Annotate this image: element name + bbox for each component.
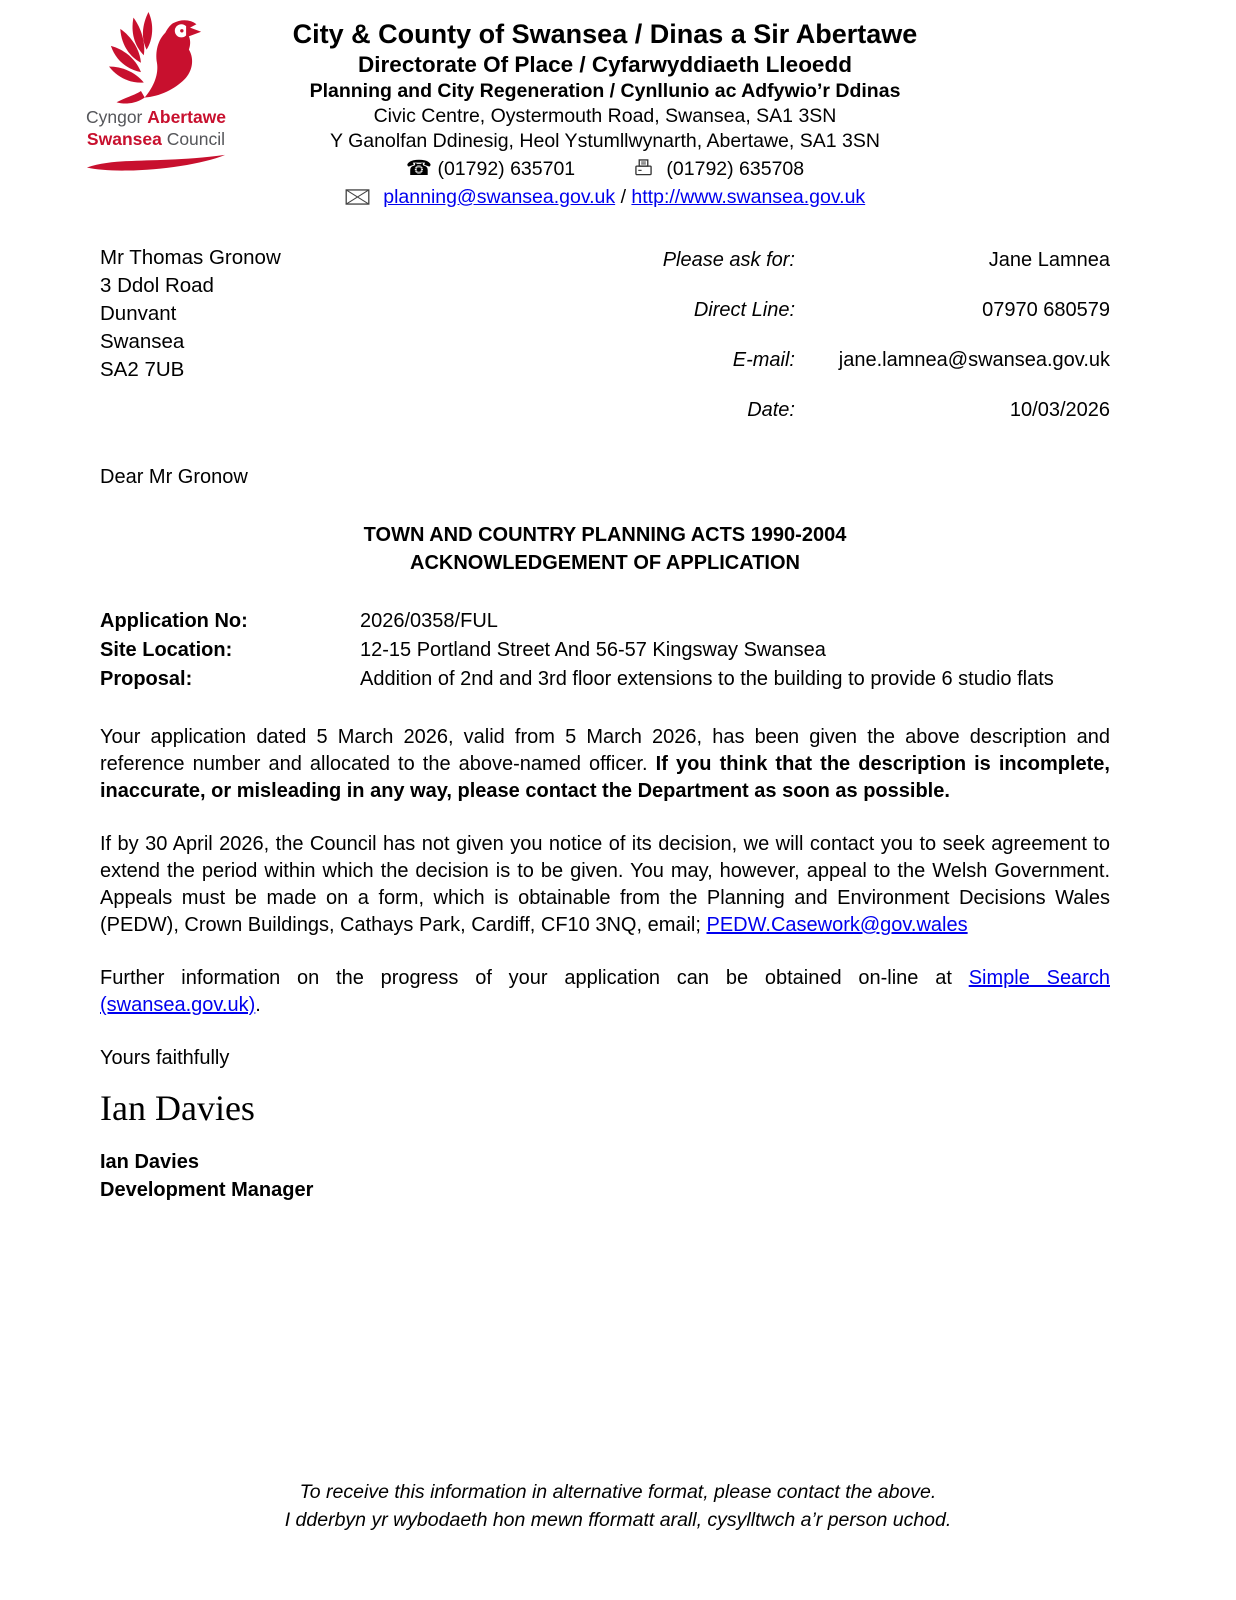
phone-icon: ☎ <box>405 157 433 180</box>
recipient-address <box>100 244 281 384</box>
contact-details-table <box>640 246 1110 424</box>
pedw-email-link[interactable]: PEDW.Casework@gov.wales <box>706 914 968 936</box>
paragraph-appeal <box>100 831 1110 939</box>
please-ask-for-value: Jane Lamnea <box>988 249 1110 271</box>
address-welsh: Y Ganolfan Ddinesig, Heol Ystumllwynarth, Abertawe, SA1 3SN <box>330 130 880 152</box>
application-no-value: 2026/0358/FUL <box>360 610 498 632</box>
planning-email-link[interactable]: planning@swansea.gov.uk <box>383 186 616 208</box>
date-value: 10/03/2026 <box>1009 399 1110 421</box>
application-no-row <box>100 607 1110 636</box>
fax-number: (01792) 635708 <box>666 158 805 180</box>
signatory-block <box>100 1148 1110 1204</box>
paragraph-acknowledgement <box>100 724 1110 805</box>
proposal-row <box>100 665 1110 694</box>
proposal-label: Proposal: <box>100 668 193 690</box>
paragraph-acknowledgement-bold: If you think that the description is incomplete, inaccurate, or misleading in any way, please contact the Department as soon as possible. <box>100 753 1110 802</box>
fax-icon <box>634 159 653 177</box>
recipient-city: Swansea <box>100 330 185 353</box>
site-location-row <box>100 636 1110 665</box>
letter-body <box>100 466 1110 1204</box>
logo-text-line1: Cyngor Abertawe <box>85 107 227 127</box>
email-label: E-mail: <box>732 349 795 371</box>
paragraph-further-info-text: Further information on the progress of your application can be obtained on-line at <box>100 967 952 989</box>
paragraph-acknowledgement-text: Your application dated 5 March 2026, valid from 5 March 2026, has been given the above description and reference number and allocated to the above-named officer. <box>100 726 1110 775</box>
document-title-line1: TOWN AND COUNTRY PLANNING ACTS 1990-2004 <box>363 524 847 546</box>
please-ask-for-label: Please ask for: <box>662 249 795 271</box>
recipient-locality: Dunvant <box>100 302 177 325</box>
link-separator: / <box>620 186 626 208</box>
logo-text-line2: Swansea Council <box>86 129 226 149</box>
site-location-value: 12-15 Portland Street And 56-57 Kingsway Swansea <box>360 639 826 661</box>
proposal-value: Addition of 2nd and 3rd floor extensions to the building to provide 6 studio flats <box>360 668 1054 690</box>
signature: Ian Davies <box>100 1088 255 1128</box>
document-title-line2: ACKNOWLEDGEMENT OF APPLICATION <box>410 552 800 574</box>
recipient-street: 3 Ddol Road <box>100 274 214 297</box>
letterhead <box>0 18 1210 211</box>
salutation: Dear Mr Gronow <box>100 466 248 488</box>
direct-line-label: Direct Line: <box>693 299 795 321</box>
council-website-link[interactable]: http://www.swansea.gov.uk <box>631 186 866 208</box>
footer-note <box>0 1478 1236 1534</box>
paragraph-further-info-period: . <box>255 994 261 1016</box>
department-title: Planning and City Regeneration / Cynllunio ac Adfywio’r Ddinas <box>309 80 901 102</box>
org-title: City & County of Swansea / Dinas a Sir Abertawe <box>292 19 918 49</box>
email-value: jane.lamnea@swansea.gov.uk <box>838 349 1110 371</box>
document-title <box>100 521 1110 577</box>
footer-line-welsh: I dderbyn yr wybodaeth hon mewn fformatt arall, cysylltwch a’r person uchod. <box>284 1509 952 1531</box>
date-label: Date: <box>747 399 795 421</box>
signatory-title: Development Manager <box>100 1179 314 1201</box>
email-web-line <box>0 184 1210 211</box>
directorate-title: Directorate Of Place / Cyfarwyddiaeth Lleoedd <box>358 52 852 77</box>
address-english: Civic Centre, Oystermouth Road, Swansea, SA1 3SN <box>373 105 837 127</box>
recipient-name: Mr Thomas Gronow <box>100 246 281 269</box>
recipient-postcode: SA2 7UB <box>100 358 185 381</box>
envelope-icon <box>345 189 370 205</box>
footer-line-english: To receive this information in alternative format, please contact the above. <box>299 1481 937 1503</box>
closing: Yours faithfully <box>100 1047 230 1069</box>
application-details <box>100 607 1110 694</box>
paragraph-appeal-text: If by 30 April 2026, the Council has not given you notice of its decision, we will contact you to seek agreement to extend the period within which the decision is to be given. You may, however, appeal to the Welsh Government. Appeals must be made on a form, which is obtainable from the Planning and Environment Decisions Wales (PEDW), Crown Buildings, Cathays Park, Cardiff, CF10 3NQ, email; <box>100 833 1110 936</box>
direct-line-value: 07970 680579 <box>982 299 1110 321</box>
simple-search-link[interactable]: Simple Search (swansea.gov.uk) <box>100 967 1110 1016</box>
paragraph-further-info <box>100 965 1110 1019</box>
signatory-name: Ian Davies <box>100 1151 199 1173</box>
site-location-label: Site Location: <box>100 639 233 661</box>
phone-number: (01792) 635701 <box>437 158 576 180</box>
application-no-label: Application No: <box>100 610 248 632</box>
phone-fax-line <box>0 154 1210 184</box>
